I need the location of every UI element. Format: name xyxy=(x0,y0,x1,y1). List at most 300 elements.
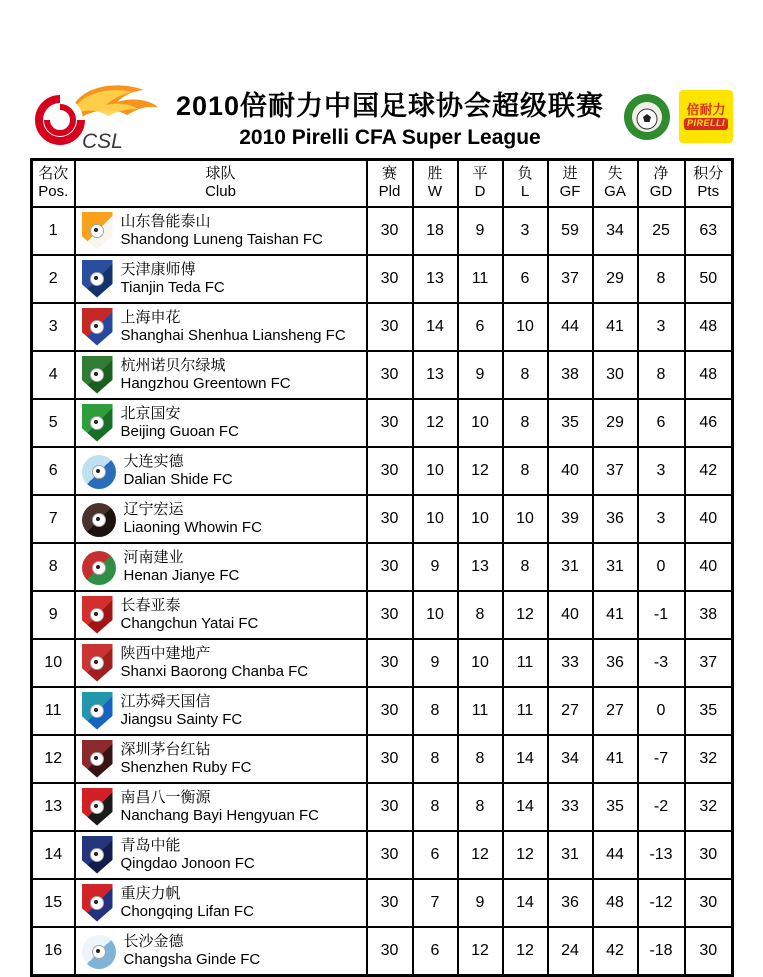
col-pld-en: Pld xyxy=(378,183,401,201)
stat-gf-cell: 34 xyxy=(548,735,593,783)
stat-d-cell: 6 xyxy=(458,303,503,351)
stat-gf-cell: 33 xyxy=(548,639,593,687)
stat-l-cell: 10 xyxy=(503,303,548,351)
stat-l-cell: 8 xyxy=(503,399,548,447)
position-cell: 6 xyxy=(32,447,75,495)
club-cell-container xyxy=(75,879,367,927)
col-ga-en: GA xyxy=(604,183,626,201)
table-row xyxy=(32,639,733,687)
stat-pts-cell: 30 xyxy=(685,879,733,927)
club-name xyxy=(121,596,259,634)
club-name-zh: 陕西中建地产 xyxy=(120,643,211,662)
stat-gd-cell: 25 xyxy=(638,207,685,255)
club-cell-container xyxy=(75,447,367,495)
club-cell xyxy=(76,832,366,878)
stat-ga-cell: 42 xyxy=(593,927,638,976)
club-name xyxy=(121,644,309,682)
club-cell-container xyxy=(75,207,367,255)
football-icon xyxy=(90,416,104,430)
stat-ga-cell: 36 xyxy=(593,495,638,543)
club-cell xyxy=(76,448,366,494)
stat-gd-cell: 8 xyxy=(638,255,685,303)
stat-l-cell: 8 xyxy=(503,351,548,399)
stat-gf-cell: 38 xyxy=(548,351,593,399)
table-row xyxy=(32,255,733,303)
position-cell: 12 xyxy=(32,735,75,783)
club-name xyxy=(121,212,323,250)
stat-pts-cell: 32 xyxy=(685,735,733,783)
stat-l-cell: 14 xyxy=(503,879,548,927)
col-gd-zh: 净 xyxy=(653,164,669,182)
stat-w-cell: 13 xyxy=(413,351,458,399)
club-cell-container xyxy=(75,303,367,351)
stat-d-cell: 11 xyxy=(458,255,503,303)
stat-gf-cell: 39 xyxy=(548,495,593,543)
club-badge-icon xyxy=(82,692,113,730)
football-icon xyxy=(90,368,104,382)
club-cell-container xyxy=(75,687,367,735)
stat-d-cell: 8 xyxy=(458,591,503,639)
club-name-en: Changsha Ginde FC xyxy=(123,950,261,968)
football-icon xyxy=(90,800,104,814)
stat-ga-cell: 31 xyxy=(593,543,638,591)
stat-pld-cell: 30 xyxy=(367,495,413,543)
club-name-zh: 天津康师傅 xyxy=(120,259,196,278)
table-row xyxy=(32,831,733,879)
stat-ga-cell: 29 xyxy=(593,399,638,447)
club-cell-container xyxy=(75,831,367,879)
stat-d-cell: 12 xyxy=(458,831,503,879)
football-icon xyxy=(90,896,104,910)
table-row xyxy=(32,927,733,976)
table-row xyxy=(32,351,733,399)
position-cell: 14 xyxy=(32,831,75,879)
col-l xyxy=(503,160,548,207)
pirelli-wordmark: PIRELLI xyxy=(686,118,725,128)
club-cell xyxy=(76,352,366,398)
stat-gd-cell: -12 xyxy=(638,879,685,927)
col-gd xyxy=(638,160,685,207)
stat-gf-cell: 35 xyxy=(548,399,593,447)
standings-body xyxy=(32,207,733,976)
stat-pts-cell: 63 xyxy=(685,207,733,255)
stat-gf-cell: 31 xyxy=(548,543,593,591)
position-cell: 11 xyxy=(32,687,75,735)
stat-gf-cell: 40 xyxy=(548,447,593,495)
club-name-en: Liaoning Whowin FC xyxy=(123,518,262,536)
football-icon xyxy=(92,513,106,527)
title-chinese: 2010倍耐力中国足球协会超级联赛 xyxy=(175,91,605,121)
club-name xyxy=(124,548,240,586)
club-name-zh: 山东鲁能泰山 xyxy=(120,211,211,230)
page-title xyxy=(170,84,610,150)
club-badge-icon xyxy=(82,884,113,922)
stat-pts-cell: 37 xyxy=(685,639,733,687)
club-cell-container xyxy=(75,783,367,831)
stat-l-cell: 11 xyxy=(503,687,548,735)
club-name-en: Nanchang Bayi Hengyuan FC xyxy=(120,806,319,824)
header-row xyxy=(32,160,733,207)
stat-gd-cell: 6 xyxy=(638,399,685,447)
club-name-en: Shanghai Shenhua Liansheng FC xyxy=(120,326,346,344)
stat-gf-cell: 40 xyxy=(548,591,593,639)
stat-pld-cell: 30 xyxy=(367,303,413,351)
club-cell xyxy=(76,928,366,974)
col-w-en: W xyxy=(427,183,443,201)
position-cell: 7 xyxy=(32,495,75,543)
position-cell: 8 xyxy=(32,543,75,591)
club-cell xyxy=(76,496,366,542)
position-cell: 13 xyxy=(32,783,75,831)
title-english: 2010 Pirelli CFA Super League xyxy=(239,126,541,149)
club-cell-container xyxy=(75,399,367,447)
stat-pld-cell: 30 xyxy=(367,879,413,927)
club-cell-container xyxy=(75,495,367,543)
club-cell xyxy=(76,784,366,830)
stat-ga-cell: 36 xyxy=(593,639,638,687)
stat-w-cell: 10 xyxy=(413,495,458,543)
club-name-zh: 上海申花 xyxy=(120,307,181,326)
position-cell: 16 xyxy=(32,927,75,976)
club-cell xyxy=(76,256,366,302)
club-name-zh: 长春亚泰 xyxy=(120,595,181,614)
football-icon xyxy=(92,465,106,479)
col-ga xyxy=(593,160,638,207)
table-row xyxy=(32,303,733,351)
club-name-zh: 青岛中能 xyxy=(120,835,181,854)
club-name-zh: 北京国安 xyxy=(120,403,181,422)
stat-gd-cell: 3 xyxy=(638,447,685,495)
stat-gf-cell: 33 xyxy=(548,783,593,831)
stat-w-cell: 9 xyxy=(413,639,458,687)
club-badge-icon xyxy=(82,356,113,394)
col-ga-zh: 失 xyxy=(607,164,623,182)
table-row xyxy=(32,447,733,495)
club-name xyxy=(121,356,291,394)
stat-pld-cell: 30 xyxy=(367,399,413,447)
club-name-en: Shandong Luneng Taishan FC xyxy=(120,230,323,248)
football-icon xyxy=(90,752,104,766)
club-name-en: Qingdao Jonoon FC xyxy=(120,854,255,872)
stat-gd-cell: 3 xyxy=(638,495,685,543)
col-pos xyxy=(32,160,75,207)
club-name-zh: 河南建业 xyxy=(123,547,184,566)
col-l-en: L xyxy=(520,183,530,201)
club-cell-container xyxy=(75,543,367,591)
stat-pld-cell: 30 xyxy=(367,207,413,255)
club-cell-container xyxy=(75,255,367,303)
position-cell: 1 xyxy=(32,207,75,255)
stat-l-cell: 14 xyxy=(503,783,548,831)
col-d xyxy=(458,160,503,207)
standings-table xyxy=(30,158,734,977)
stat-pts-cell: 38 xyxy=(685,591,733,639)
col-d-en: D xyxy=(474,183,486,201)
stat-gf-cell: 59 xyxy=(548,207,593,255)
stat-l-cell: 14 xyxy=(503,735,548,783)
stat-pld-cell: 30 xyxy=(367,447,413,495)
stat-pts-cell: 32 xyxy=(685,783,733,831)
stat-gf-cell: 31 xyxy=(548,831,593,879)
stat-l-cell: 11 xyxy=(503,639,548,687)
club-name-en: Shenzhen Ruby FC xyxy=(120,758,252,776)
stat-w-cell: 8 xyxy=(413,687,458,735)
col-pts xyxy=(685,160,733,207)
stat-w-cell: 7 xyxy=(413,879,458,927)
col-pts-en: Pts xyxy=(697,183,720,201)
club-name-en: Jiangsu Sainty FC xyxy=(120,710,243,728)
stat-pts-cell: 40 xyxy=(685,543,733,591)
stat-ga-cell: 30 xyxy=(593,351,638,399)
col-gd-en: GD xyxy=(649,183,673,201)
stat-w-cell: 6 xyxy=(413,831,458,879)
stat-l-cell: 8 xyxy=(503,447,548,495)
club-name xyxy=(121,884,254,922)
col-gf-zh: 进 xyxy=(562,164,578,182)
stat-pld-cell: 30 xyxy=(367,543,413,591)
stat-ga-cell: 27 xyxy=(593,687,638,735)
stat-l-cell: 12 xyxy=(503,591,548,639)
table-row xyxy=(32,687,733,735)
club-badge-icon xyxy=(82,404,113,442)
position-cell: 2 xyxy=(32,255,75,303)
position-cell: 5 xyxy=(32,399,75,447)
stat-pld-cell: 30 xyxy=(367,735,413,783)
table-row xyxy=(32,879,733,927)
stat-pld-cell: 30 xyxy=(367,831,413,879)
club-cell xyxy=(76,640,366,686)
stat-pld-cell: 30 xyxy=(367,255,413,303)
club-badge-icon xyxy=(82,455,116,489)
position-cell: 10 xyxy=(32,639,75,687)
club-name-zh: 南昌八一衡源 xyxy=(120,787,211,806)
stat-gf-cell: 44 xyxy=(548,303,593,351)
stat-l-cell: 10 xyxy=(503,495,548,543)
stat-ga-cell: 44 xyxy=(593,831,638,879)
col-pts-zh: 积分 xyxy=(693,164,724,182)
stat-gd-cell: -7 xyxy=(638,735,685,783)
col-club-en: Club xyxy=(205,183,236,201)
stat-w-cell: 9 xyxy=(413,543,458,591)
stat-w-cell: 10 xyxy=(413,591,458,639)
col-pld xyxy=(367,160,413,207)
club-name-zh: 深圳茅台红钻 xyxy=(120,739,211,758)
club-badge-icon xyxy=(82,551,116,585)
stat-pld-cell: 30 xyxy=(367,351,413,399)
club-badge-icon xyxy=(82,788,113,826)
club-cell xyxy=(76,880,366,926)
stat-gf-cell: 27 xyxy=(548,687,593,735)
position-cell: 9 xyxy=(32,591,75,639)
stat-w-cell: 8 xyxy=(413,735,458,783)
stat-ga-cell: 41 xyxy=(593,303,638,351)
stat-pts-cell: 40 xyxy=(685,495,733,543)
club-name xyxy=(124,500,262,538)
table-row xyxy=(32,735,733,783)
stat-gf-cell: 36 xyxy=(548,879,593,927)
club-name xyxy=(121,740,252,778)
table-row xyxy=(32,783,733,831)
table-row xyxy=(32,543,733,591)
stat-l-cell: 12 xyxy=(503,831,548,879)
club-name xyxy=(121,788,319,826)
stat-pld-cell: 30 xyxy=(367,687,413,735)
club-name-en: Tianjin Teda FC xyxy=(120,278,225,296)
table-row xyxy=(32,591,733,639)
stat-d-cell: 12 xyxy=(458,447,503,495)
football-icon xyxy=(92,945,106,959)
stat-gd-cell: 8 xyxy=(638,351,685,399)
club-cell-container xyxy=(75,351,367,399)
club-cell xyxy=(76,592,366,638)
football-icon xyxy=(90,656,104,670)
stat-w-cell: 14 xyxy=(413,303,458,351)
club-badge-icon xyxy=(82,260,113,298)
stat-ga-cell: 37 xyxy=(593,447,638,495)
stat-gd-cell: -2 xyxy=(638,783,685,831)
col-gf xyxy=(548,160,593,207)
club-name xyxy=(121,692,243,730)
stat-d-cell: 9 xyxy=(458,879,503,927)
stat-pts-cell: 35 xyxy=(685,687,733,735)
stat-gf-cell: 37 xyxy=(548,255,593,303)
stat-w-cell: 6 xyxy=(413,927,458,976)
club-badge-icon xyxy=(82,740,113,778)
cfa-association-logo xyxy=(623,93,671,141)
stat-gf-cell: 24 xyxy=(548,927,593,976)
position-cell: 3 xyxy=(32,303,75,351)
football-icon xyxy=(90,608,104,622)
stat-ga-cell: 34 xyxy=(593,207,638,255)
stat-l-cell: 6 xyxy=(503,255,548,303)
stat-gd-cell: 0 xyxy=(638,543,685,591)
stat-w-cell: 12 xyxy=(413,399,458,447)
stat-d-cell: 10 xyxy=(458,639,503,687)
position-cell: 4 xyxy=(32,351,75,399)
table-row xyxy=(32,207,733,255)
stat-pld-cell: 30 xyxy=(367,783,413,831)
stat-gd-cell: -18 xyxy=(638,927,685,976)
stat-d-cell: 10 xyxy=(458,495,503,543)
football-icon xyxy=(90,320,104,334)
stat-d-cell: 8 xyxy=(458,783,503,831)
col-l-zh: 负 xyxy=(517,164,533,182)
club-badge-icon xyxy=(82,503,116,537)
col-club-zh: 球队 xyxy=(205,164,236,182)
stat-w-cell: 10 xyxy=(413,447,458,495)
pirelli-wordmark-bar xyxy=(684,118,728,130)
club-cell xyxy=(76,208,366,254)
col-pos-en: Pos. xyxy=(38,183,69,201)
stat-pld-cell: 30 xyxy=(367,639,413,687)
stat-l-cell: 8 xyxy=(503,543,548,591)
stat-d-cell: 11 xyxy=(458,687,503,735)
football-icon xyxy=(90,224,104,238)
club-badge-icon xyxy=(82,644,113,682)
club-name xyxy=(121,308,346,346)
club-name xyxy=(124,452,233,490)
stat-ga-cell: 35 xyxy=(593,783,638,831)
position-cell: 15 xyxy=(32,879,75,927)
stat-pts-cell: 42 xyxy=(685,447,733,495)
stat-ga-cell: 48 xyxy=(593,879,638,927)
stat-pts-cell: 46 xyxy=(685,399,733,447)
club-cell xyxy=(76,736,366,782)
club-name-en: Hangzhou Greentown FC xyxy=(120,374,291,392)
club-name-en: Shanxi Baorong Chanba FC xyxy=(120,662,309,680)
stat-ga-cell: 41 xyxy=(593,591,638,639)
csl-league-logo xyxy=(24,74,166,154)
pirelli-logo xyxy=(679,90,733,143)
football-icon xyxy=(90,272,104,286)
club-cell-container xyxy=(75,927,367,976)
club-badge-icon xyxy=(82,836,113,874)
club-name-zh: 重庆力帆 xyxy=(120,883,181,902)
table-header xyxy=(32,160,733,207)
club-badge-icon xyxy=(82,308,113,346)
stat-pts-cell: 50 xyxy=(685,255,733,303)
csl-label: CSL xyxy=(82,130,123,153)
stat-pts-cell: 48 xyxy=(685,303,733,351)
stat-gd-cell: 0 xyxy=(638,687,685,735)
stat-ga-cell: 29 xyxy=(593,255,638,303)
club-name xyxy=(121,836,255,874)
col-gf-en: GF xyxy=(559,183,581,201)
club-cell-container xyxy=(75,735,367,783)
stat-pts-cell: 30 xyxy=(685,927,733,976)
stat-w-cell: 18 xyxy=(413,207,458,255)
club-cell xyxy=(76,400,366,446)
stat-gd-cell: -1 xyxy=(638,591,685,639)
football-icon xyxy=(90,848,104,862)
stat-w-cell: 8 xyxy=(413,783,458,831)
stat-gd-cell: -3 xyxy=(638,639,685,687)
stat-d-cell: 8 xyxy=(458,735,503,783)
table-row xyxy=(32,399,733,447)
club-name xyxy=(121,260,225,298)
col-pos-zh: 名次 xyxy=(38,164,69,182)
club-badge-icon xyxy=(82,935,116,969)
stat-d-cell: 13 xyxy=(458,543,503,591)
col-d-zh: 平 xyxy=(472,164,488,182)
club-cell xyxy=(76,304,366,350)
club-cell-container xyxy=(75,591,367,639)
col-w xyxy=(413,160,458,207)
stat-pts-cell: 30 xyxy=(685,831,733,879)
stat-pld-cell: 30 xyxy=(367,591,413,639)
stat-pld-cell: 30 xyxy=(367,927,413,976)
col-club xyxy=(75,160,367,207)
club-name-zh: 杭州诺贝尔绿城 xyxy=(120,355,226,374)
stat-pts-cell: 48 xyxy=(685,351,733,399)
club-name-en: Henan Jianye FC xyxy=(123,566,240,584)
col-w-zh: 胜 xyxy=(427,164,443,182)
club-name-en: Beijing Guoan FC xyxy=(120,422,239,440)
club-name-zh: 大连实德 xyxy=(123,451,184,470)
club-name xyxy=(124,932,261,970)
stat-gd-cell: -13 xyxy=(638,831,685,879)
stat-d-cell: 10 xyxy=(458,399,503,447)
club-name-en: Changchun Yatai FC xyxy=(120,614,259,632)
stat-w-cell: 13 xyxy=(413,255,458,303)
club-name xyxy=(121,404,239,442)
football-icon xyxy=(92,561,106,575)
club-name-zh: 长沙金德 xyxy=(123,931,184,950)
pirelli-chinese-label: 倍耐力 xyxy=(686,102,726,117)
club-cell xyxy=(76,544,366,590)
stat-l-cell: 12 xyxy=(503,927,548,976)
club-cell-container xyxy=(75,639,367,687)
